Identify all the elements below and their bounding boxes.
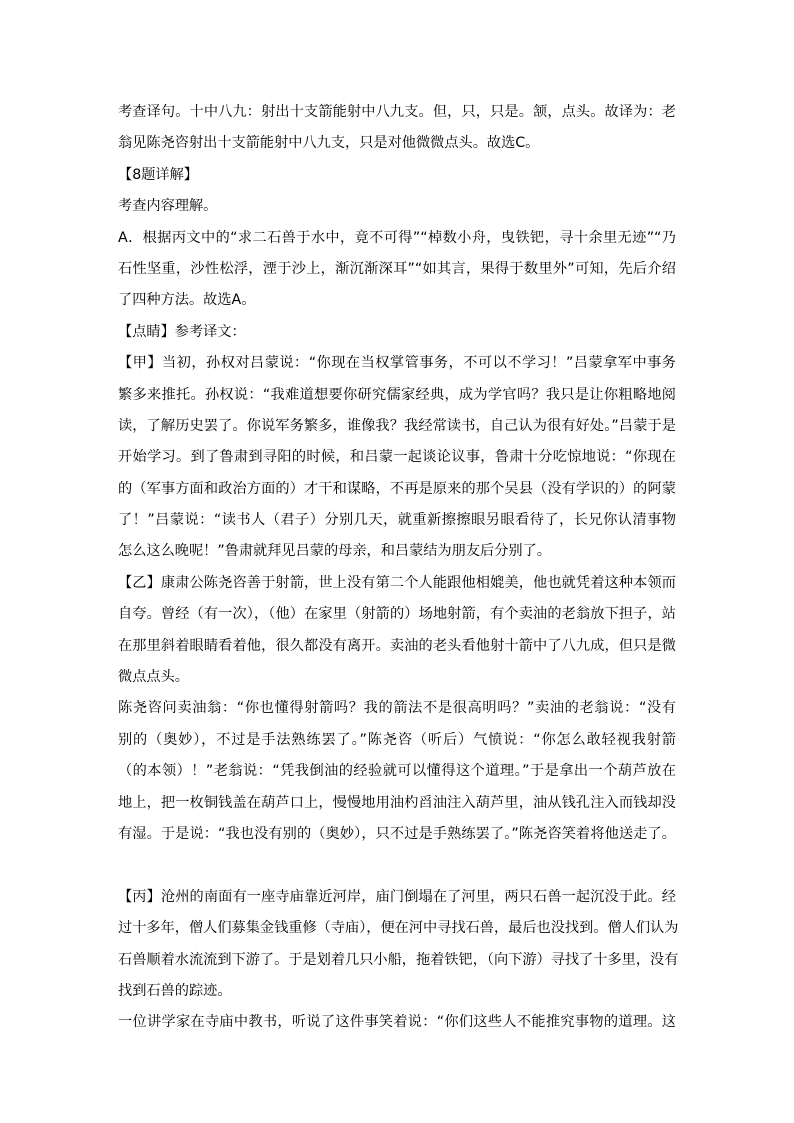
- text-line: 翁见陈尧咨射出十支箭能射中八九支，只是对他微微点头。故选C。: [118, 135, 540, 152]
- text-line: 一位讲学家在寺庙中教书，听说了这件事笑着说：“你们这些人不能推究事物的道理。这: [118, 1014, 676, 1031]
- text-line: 过十多年，僧人们募集金钱重修（寺庙），便在河中寻找石兽，最后也没找到。僧人们认为: [118, 920, 679, 937]
- text-line: 繁多来推托。孙权说：“我难道想要你研究儒家经典，成为学官吗？我只是让你粗略地阅: [118, 386, 676, 403]
- text-line: 微点点头。: [118, 669, 189, 686]
- text-line: 了四种方法。故选A。: [118, 292, 256, 309]
- text-line: 别的（奥妙），不过是手法熟练罢了。”陈尧咨（听后）气愤说：“你怎么敢轻视我射箭: [118, 731, 676, 748]
- text-line: 怎么这么晚呢！”鲁肃就拜见吕蒙的母亲，和吕蒙结为朋友后分别了。: [118, 543, 551, 560]
- text-line: 石性坚重，沙性松浮，湮于沙上，渐沉渐深耳”“如其言，果得于数里外”可知，先后介绍: [118, 260, 676, 277]
- text-line: 找到石兽的踪迹。: [118, 982, 232, 999]
- text-line: 在那里斜着眼睛看着他，很久都没有离开。卖油的老头看他射十箭中了八九成，但只是微: [118, 637, 676, 654]
- document-page: [118, 97, 679, 1039]
- text-line: 的（军事方面和政治方面的）才干和谋略，不再是原来的那个吴县（没有学识的）的阿蒙: [118, 480, 676, 497]
- text-line: （的本领）！”老翁说：“凭我倒油的经验就可以懂得这个道理。”于是拿出一个葫芦放在: [118, 763, 676, 780]
- text-line: 了！”吕蒙说：“读书人（君子）分别几天，就重新擦擦眼另眼看待了，长兄你认清事物: [118, 512, 676, 529]
- text-line: 考查内容理解。: [118, 198, 218, 215]
- text-line: 地上，把一枚铜钱盖在葫芦口上，慢慢地用油杓舀油注入葫芦里，油从钱孔注入而钱却没: [118, 794, 676, 811]
- text-line: 石兽顺着水流流到下游了。于是划着几只小船，拖着铁钯，（向下游）寻找了十多里，没有: [118, 951, 679, 968]
- text-line: 有湿。于是说：“我也没有别的（奥妙），只不过是手熟练罢了。”陈尧咨笑着将他送走了。: [118, 825, 676, 842]
- text-line: 读，了解历史罢了。你说军务繁多，谁像我？我经常读书，自己认为很有好处。”吕蒙于是: [118, 417, 676, 434]
- text-line: 【甲】当初，孙权对吕蒙说：“你现在当权掌管事务，不可以不学习！”吕蒙拿军中事务: [118, 355, 676, 372]
- blank-line: [118, 850, 676, 881]
- text-line: 【点睛】参考译文：: [118, 323, 246, 340]
- text-line: 【8题详解】: [118, 166, 198, 183]
- text-line: 【乙】康肃公陈尧咨善于射箭，世上没有第二个人能跟他相媲美，他也就凭着这种本领而: [118, 574, 676, 591]
- text-line: A．根据丙文中的“求二石兽于水中，竟不可得”“棹数小舟，曳铁钯，寻十余里无迹”“乃: [118, 229, 676, 246]
- text-line: 开始学习。到了鲁肃到寻阳的时候，和吕蒙一起谈论议事，鲁肃十分吃惊地说：“你现在: [118, 449, 676, 466]
- text-line: 考查译句。十中八九：射出十支箭能射中八九支。但，只，只是。颔，点头。故译为：老: [118, 104, 676, 120]
- text-line: 陈尧咨问卖油翁：“你也懂得射箭吗？我的箭法不是很高明吗？”卖油的老翁说：“没有: [118, 700, 676, 717]
- text-line: 自夸。曾经（有一次），（他）在家里（射箭的）场地射箭，有个卖油的老翁放下担子，站: [118, 606, 676, 623]
- text-line: 【丙】沧州的南面有一座寺庙靠近河岸，庙门倒塌在了河里，两只石兽一起沉没于此。经: [118, 888, 676, 905]
